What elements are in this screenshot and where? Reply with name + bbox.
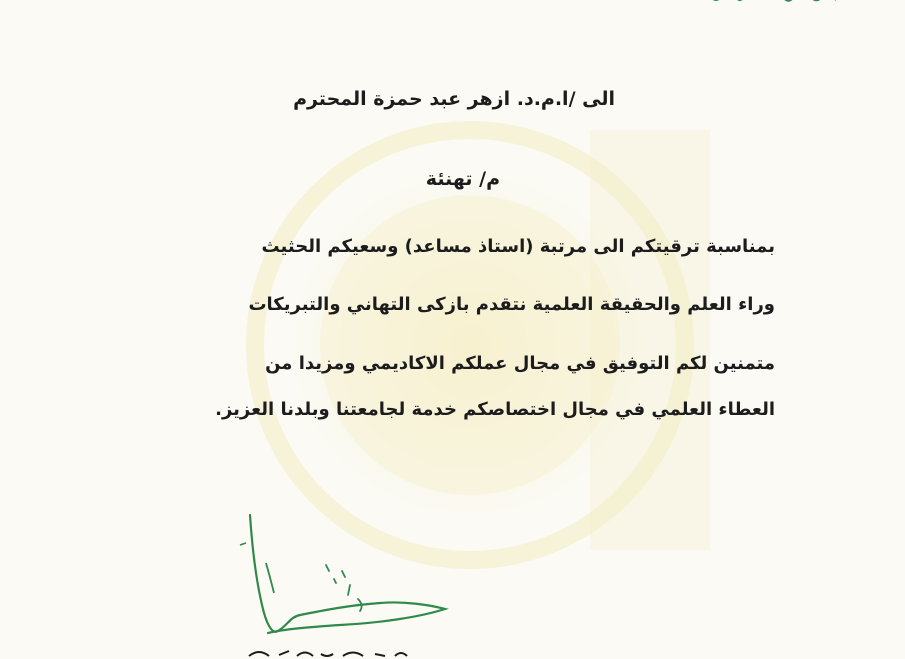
- top-edge-text-fragment: [705, 0, 845, 12]
- handwritten-signature: [230, 505, 470, 659]
- body-line-4: العطاء العلمي في مجال اختصاصكم خدمة لجامعتنا وبلدنا العزيز.: [215, 399, 775, 420]
- bottom-edge-text-fragment: [245, 648, 415, 659]
- recipient-address: الى /ا.م.د. ازهر عبد حمزة المحترم: [293, 88, 615, 110]
- body-line-1: بمناسبة ترقيتكم الى مرتبة (استاذ مساعد) وسعيكم الحثيث: [261, 236, 775, 257]
- body-line-2: وراء العلم والحقيقة العلمية نتقدم بازكى التهاني والتبريكات: [248, 294, 775, 315]
- body-line-3: متمنين لكم التوفيق في مجال عملكم الاكاديمي ومزيدا من: [265, 353, 775, 374]
- letter-subject: م/ تهنئة: [425, 168, 500, 190]
